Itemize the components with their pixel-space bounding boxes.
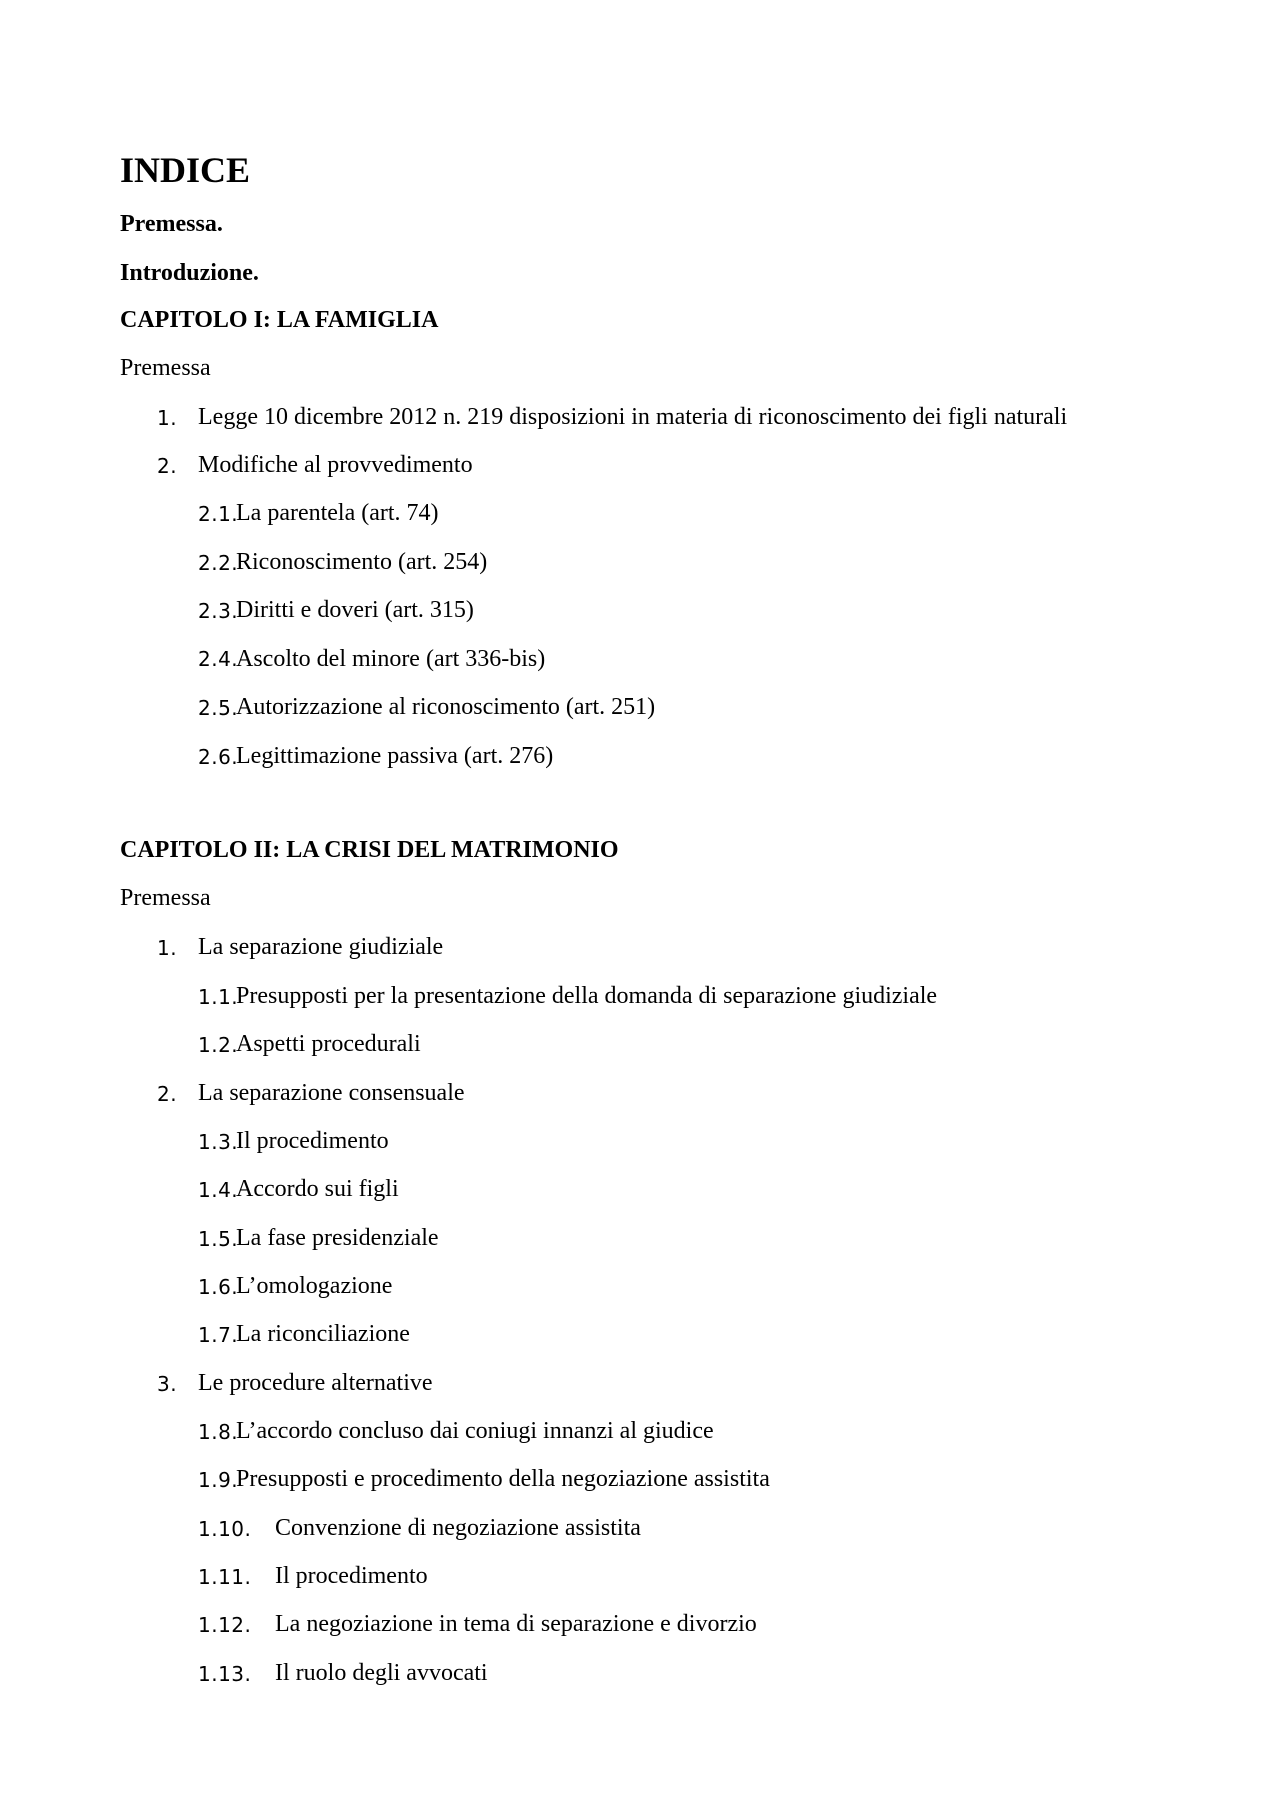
sublist-item-text: Il ruolo degli avvocati	[275, 1660, 488, 1686]
list-number: 2.	[157, 454, 178, 478]
sublist-item-text: Legittimazione passiva (art. 276)	[236, 743, 554, 769]
sublist-number: 1.1.	[198, 985, 239, 1009]
chapter-2-heading: CAPITOLO II: LA CRISI DEL MATRIMONIO	[120, 837, 619, 863]
sublist-item-text: L’accordo concluso dai coniugi innanzi al giudice	[236, 1418, 714, 1444]
sublist-item-text: Convenzione di negoziazione assistita	[275, 1515, 641, 1541]
sublist-number: 2.2.	[198, 551, 239, 575]
sublist-number: 1.3.	[198, 1130, 239, 1154]
sublist-item-text: La parentela (art. 74)	[236, 500, 439, 526]
sublist-item-text: Riconoscimento (art. 254)	[236, 549, 488, 575]
sublist-number: 1.7.	[198, 1323, 239, 1347]
sublist-number: 1.8.	[198, 1420, 239, 1444]
list-number: 3.	[157, 1372, 178, 1396]
sublist-item-text: L’omologazione	[236, 1273, 393, 1299]
sublist-item-text: La negoziazione in tema di separazione e divorzio	[275, 1611, 757, 1637]
preface-heading: Premessa.	[120, 211, 223, 237]
list-number: 2.	[157, 1082, 178, 1106]
sublist-number: 1.9.	[198, 1468, 239, 1492]
list-item-text: La separazione giudiziale	[198, 934, 444, 960]
sublist-number: 1.4.	[198, 1178, 239, 1202]
list-item-text: Modifiche al provvedimento	[198, 452, 473, 478]
sublist-number: 1.5.	[198, 1227, 239, 1251]
sublist-item-text: Autorizzazione al riconoscimento (art. 251)	[236, 694, 656, 720]
chapter-1-premessa: Premessa	[120, 355, 211, 381]
list-item-text: Legge 10 dicembre 2012 n. 219 disposizioni in materia di riconoscimento dei figli naturali	[198, 404, 1068, 430]
sublist-number: 2.4.	[198, 647, 239, 671]
sublist-number: 2.1.	[198, 502, 239, 526]
chapter-2-premessa: Premessa	[120, 885, 211, 911]
sublist-item-text: Aspetti procedurali	[236, 1031, 421, 1057]
sublist-item-text: Presupposti per la presentazione della domanda di separazione giudiziale	[236, 983, 938, 1009]
sublist-number: 1.13.	[198, 1662, 252, 1686]
sublist-number: 2.3.	[198, 599, 239, 623]
introduction-heading: Introduzione.	[120, 260, 259, 286]
sublist-item-text: Ascolto del minore (art 336-bis)	[236, 646, 546, 672]
sublist-number: 2.6.	[198, 745, 239, 769]
page-title: INDICE	[120, 150, 251, 190]
sublist-item-text: La riconciliazione	[236, 1321, 410, 1347]
sublist-number: 2.5.	[198, 696, 239, 720]
sublist-item-text: Il procedimento	[236, 1128, 389, 1154]
sublist-number: 1.2.	[198, 1033, 239, 1057]
sublist-number: 1.6.	[198, 1275, 239, 1299]
sublist-item-text: Il procedimento	[275, 1563, 428, 1589]
sublist-item-text: Diritti e doveri (art. 315)	[236, 597, 474, 623]
sublist-number: 1.10.	[198, 1517, 252, 1541]
sublist-item-text: Presupposti e procedimento della negoziazione assistita	[236, 1466, 770, 1492]
list-number: 1.	[157, 406, 178, 430]
list-item-text: La separazione consensuale	[198, 1080, 465, 1106]
chapter-1-heading: CAPITOLO I: LA FAMIGLIA	[120, 307, 439, 333]
sublist-item-text: La fase presidenziale	[236, 1225, 439, 1251]
sublist-item-text: Accordo sui figli	[236, 1176, 399, 1202]
sublist-number: 1.12.	[198, 1613, 252, 1637]
list-number: 1.	[157, 936, 178, 960]
sublist-number: 1.11.	[198, 1565, 252, 1589]
list-item-text: Le procedure alternative	[198, 1370, 433, 1396]
